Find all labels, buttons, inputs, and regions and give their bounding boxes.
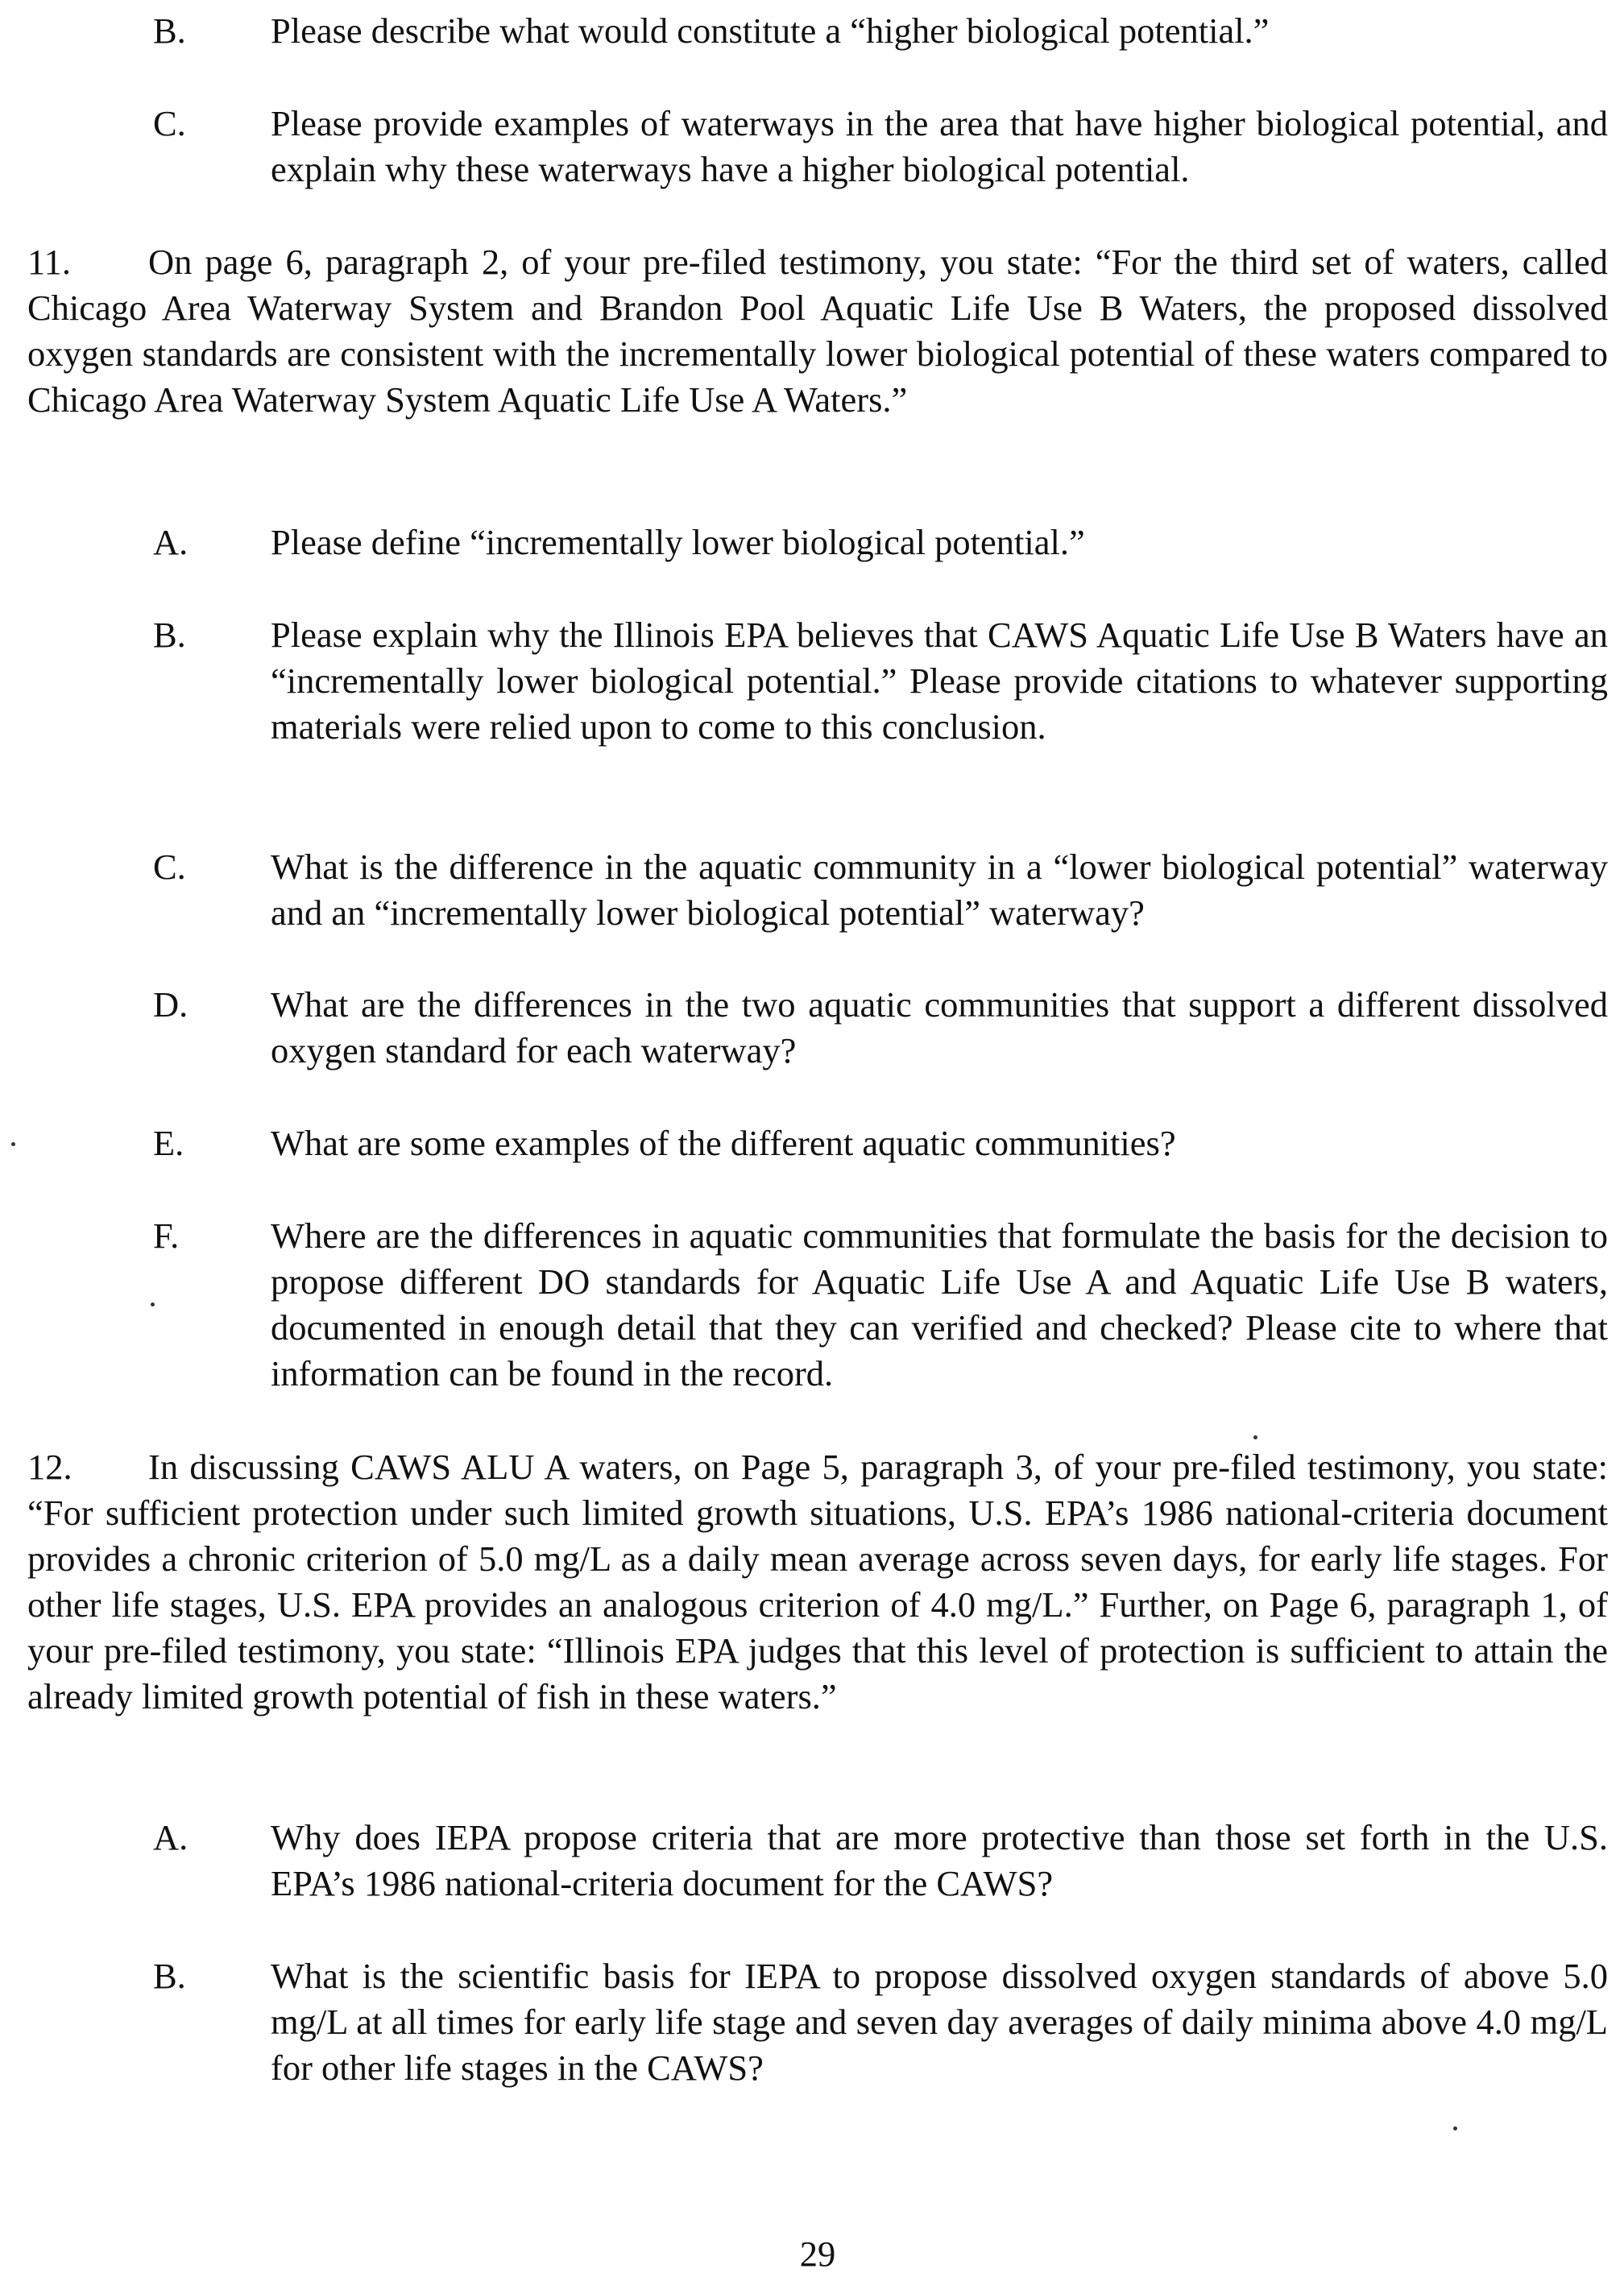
subquestion-text: Please explain why the Illinois EPA believes that CAWS Aquatic Life Use B Waters have an “incrementally lower biological potential.” Please provide citations to whatever supporting materials were relied upon to come to this conclusion.	[271, 615, 1608, 747]
subquestion-text: Please provide examples of waterways in the area that have higher biological potential, and explain why these waterways have a higher biological potential.	[271, 103, 1608, 189]
question-text	[27, 1444, 1608, 1720]
stray-mark	[151, 1302, 155, 1306]
subquestion-letter: A.	[153, 1817, 188, 1857]
subquestion-text: What is the difference in the aquatic community in a “lower biological potential” waterway and an “incrementally lower biological potential” waterway?	[271, 847, 1608, 933]
subquestion-letter: B.	[153, 10, 186, 51]
document-page	[27, 0, 1608, 2294]
subquestion-text: Please describe what would constitute a “higher biological potential.”	[271, 10, 1270, 51]
question-number: 11.	[27, 242, 71, 282]
subquestion-text: What is the scientific basis for IEPA to propose dissolved oxygen standards of above 5.0 mg/L at all times for early life stage and seven day averages of daily minima above 4.0 mg/L for other life stages in the CAWS?	[271, 1956, 1608, 2088]
subquestion-text: Please define “incrementally lower biological potential.”	[271, 522, 1085, 562]
subquestion-text: What are the differences in the two aquatic communities that support a different dissolved oxygen standard for each waterway?	[271, 984, 1608, 1070]
question-body: On page 6, paragraph 2, of your pre-filed testimony, you state: “For the third set of waters, called Chicago Area Waterway System and Brandon Pool Aquatic Life Use B Waters, the proposed dissolved oxygen standards are consistent with the incrementally lower biological potential of these waters compared to Chicago Area Waterway System Aquatic Life Use A Waters.”	[27, 242, 1608, 420]
stray-mark	[11, 1142, 15, 1146]
stray-mark	[1453, 2126, 1457, 2130]
question-number: 12.	[27, 1447, 72, 1487]
question-11	[27, 239, 1608, 423]
page-number: 29	[799, 2234, 836, 2274]
question-body: In discussing CAWS ALU A waters, on Page 5, paragraph 3, of your pre-filed testimony, you state: “For sufficient protection under such limited growth situations, U.S. EPA’s 1986 national-criteria document provides a chronic criterion of 5.0 mg/L as a daily mean average across seven days, for early life stages. For other life stages, U.S. EPA provides an analogous criterion of 4.0 mg/L.” Further, on Page 6, paragraph 1, of your pre-filed testimony, you state: “Illinois EPA judges that this level of protection is sufficient to attain the already limited growth potential of fish in these waters.”	[27, 1447, 1608, 1716]
subquestion-letter: B.	[153, 1956, 186, 1996]
subquestion-text: Why does IEPA propose criteria that are more protective than those set forth in the U.S. EPA’s 1986 national-criteria document for the CAWS?	[271, 1817, 1608, 1903]
subquestion-text: Where are the differences in aquatic communities that formulate the basis for the decision to propose different DO standards for Aquatic Life Use A and Aquatic Life Use B waters, documented in enough detail that they can verified and checked? Please cite to where that information can be found in the record.	[271, 1215, 1608, 1393]
question-12	[27, 1444, 1608, 1720]
question-text	[27, 239, 1608, 423]
subquestion-letter: D.	[153, 984, 188, 1025]
subquestion-letter: E.	[153, 1123, 184, 1163]
stray-mark	[1253, 1435, 1257, 1439]
subquestion-letter: F.	[153, 1215, 180, 1256]
subquestion-text: What are some examples of the different aquatic communities?	[271, 1123, 1176, 1163]
subquestion-letter: A.	[153, 522, 188, 562]
subquestion-letter: C.	[153, 103, 186, 143]
subquestion-letter: C.	[153, 847, 186, 887]
subquestion-letter: B.	[153, 615, 186, 655]
